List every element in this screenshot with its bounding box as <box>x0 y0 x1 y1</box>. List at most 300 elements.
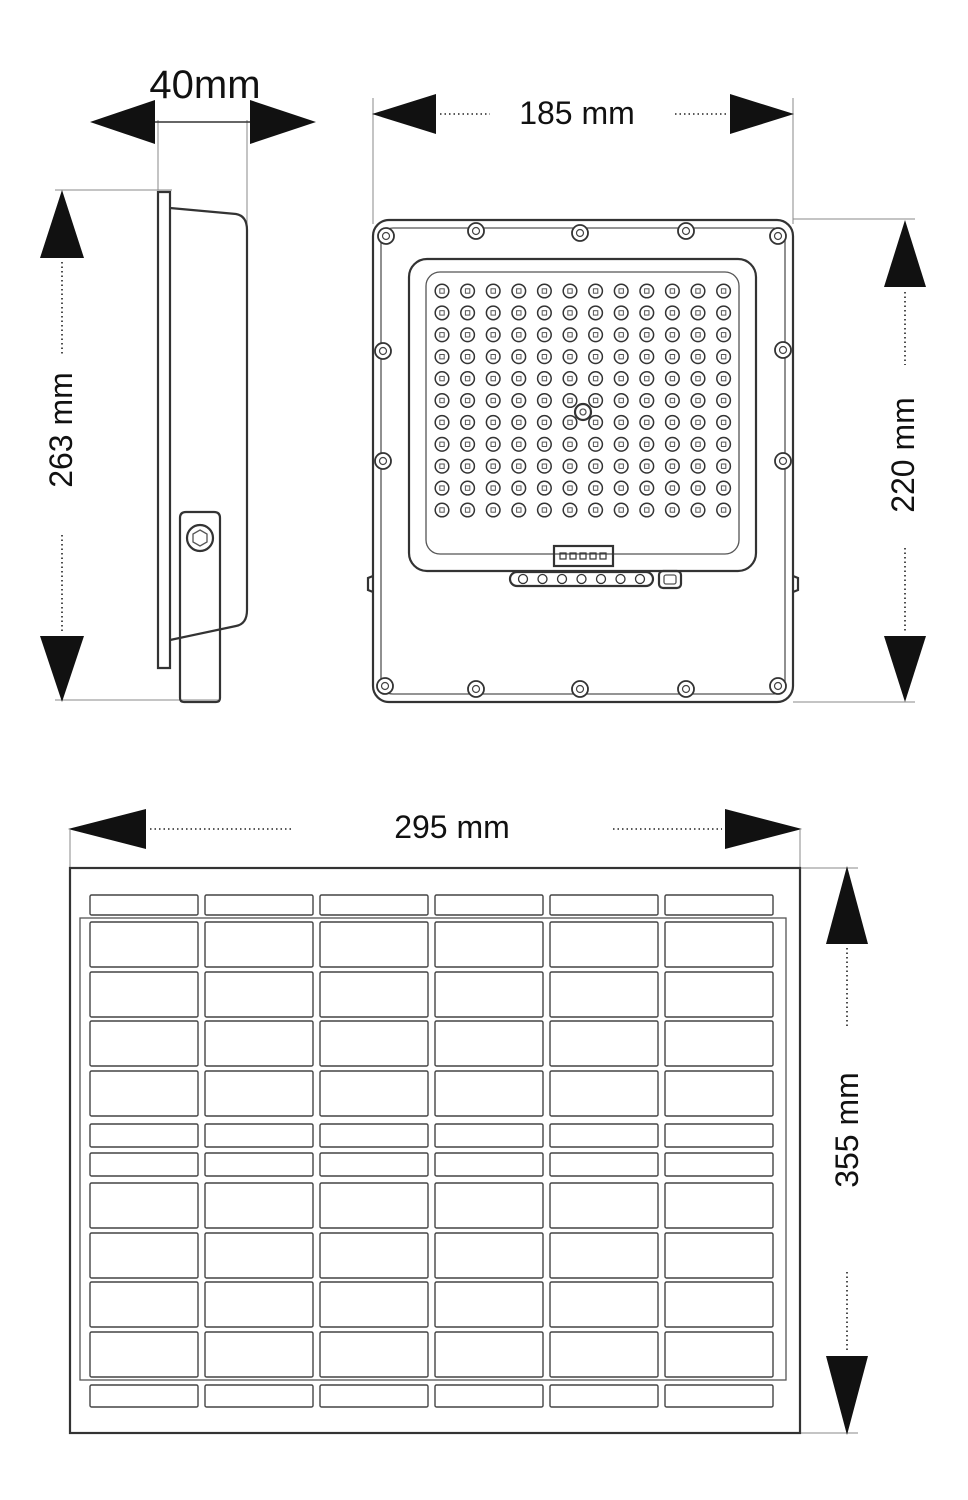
led <box>640 503 654 517</box>
led-chip <box>517 398 521 402</box>
led-chip <box>670 333 674 337</box>
led-chip <box>465 398 469 402</box>
led-chip <box>568 333 572 337</box>
led-chip <box>619 289 623 293</box>
led <box>538 306 552 320</box>
solar-cell <box>320 1124 428 1147</box>
solar-cell <box>320 1183 428 1228</box>
solar-cell <box>320 1282 428 1327</box>
led-chip <box>721 289 725 293</box>
solar-cell <box>665 895 773 915</box>
led-chip <box>517 464 521 468</box>
led <box>486 394 500 408</box>
led <box>589 284 603 298</box>
led <box>640 416 654 430</box>
led <box>435 306 449 320</box>
led <box>640 372 654 386</box>
solar-cell <box>90 1233 198 1278</box>
solar-cell <box>205 972 313 1017</box>
solar-cell <box>435 1385 543 1407</box>
led-chip <box>721 486 725 490</box>
led-chip <box>491 486 495 490</box>
led <box>614 459 628 473</box>
led <box>461 416 475 430</box>
led-chip <box>542 508 546 512</box>
solar-cell <box>320 1385 428 1407</box>
solar-cell <box>90 1071 198 1116</box>
led <box>640 438 654 452</box>
led-chip <box>542 486 546 490</box>
solar-cell <box>550 1183 658 1228</box>
solar-cell <box>550 1124 658 1147</box>
led-chip <box>542 420 546 424</box>
depth-dimension <box>90 63 316 144</box>
led-chip <box>517 289 521 293</box>
led <box>538 328 552 342</box>
led-chip <box>721 311 725 315</box>
led <box>640 481 654 495</box>
led <box>486 481 500 495</box>
led <box>563 328 577 342</box>
led-chip <box>568 420 572 424</box>
led-chip <box>721 442 725 446</box>
front-width-label: 185 mm <box>519 95 635 131</box>
led-chip <box>491 355 495 359</box>
led <box>435 503 449 517</box>
led-chip <box>568 289 572 293</box>
led <box>512 416 526 430</box>
screw-icon <box>775 342 791 358</box>
led <box>717 459 731 473</box>
panel-width-label: 295 mm <box>394 809 510 845</box>
led <box>589 459 603 473</box>
led-chip <box>440 442 444 446</box>
panel-width-dimension <box>68 809 802 849</box>
solar-cell <box>90 1385 198 1407</box>
led <box>435 350 449 364</box>
led-chip <box>721 508 725 512</box>
led <box>486 459 500 473</box>
screw-icon <box>468 223 484 239</box>
led <box>666 394 680 408</box>
led-chip <box>465 376 469 380</box>
led <box>512 328 526 342</box>
led <box>717 306 731 320</box>
led <box>486 328 500 342</box>
led <box>435 284 449 298</box>
led-chip <box>645 486 649 490</box>
solar-cell <box>435 1282 543 1327</box>
led-chip <box>670 376 674 380</box>
led-chip <box>440 486 444 490</box>
led-chip <box>465 289 469 293</box>
led <box>666 438 680 452</box>
led-chip <box>619 333 623 337</box>
led-chip <box>593 311 597 315</box>
led <box>461 438 475 452</box>
led <box>563 503 577 517</box>
led <box>717 328 731 342</box>
led <box>461 481 475 495</box>
led-chip <box>517 376 521 380</box>
solar-cell <box>550 1332 658 1377</box>
solar-cell <box>435 1153 543 1176</box>
solar-cell <box>320 1153 428 1176</box>
led-chip <box>491 311 495 315</box>
solar-cell <box>320 1021 428 1066</box>
led <box>461 350 475 364</box>
led <box>614 372 628 386</box>
led <box>717 372 731 386</box>
led-chip <box>440 398 444 402</box>
led <box>589 350 603 364</box>
led-chip <box>593 508 597 512</box>
solar-cell <box>205 1282 313 1327</box>
solar-cell <box>550 1385 658 1407</box>
solar-cell <box>435 1183 543 1228</box>
led <box>486 306 500 320</box>
solar-cell <box>205 1124 313 1147</box>
led-chip <box>491 289 495 293</box>
led-chip <box>517 442 521 446</box>
led-chip <box>542 376 546 380</box>
led-chip <box>619 398 623 402</box>
led <box>717 284 731 298</box>
led <box>435 481 449 495</box>
led <box>486 416 500 430</box>
led <box>589 438 603 452</box>
led-chip <box>670 464 674 468</box>
led-chip <box>593 420 597 424</box>
led-chip <box>517 420 521 424</box>
led-chip <box>593 398 597 402</box>
led-chip <box>593 464 597 468</box>
led-chip <box>619 355 623 359</box>
led <box>614 306 628 320</box>
led <box>512 438 526 452</box>
led <box>717 416 731 430</box>
led-chip <box>542 311 546 315</box>
led <box>512 372 526 386</box>
solar-cell <box>435 972 543 1017</box>
indicator-dot <box>519 575 528 584</box>
screw-icon <box>678 223 694 239</box>
led <box>563 306 577 320</box>
led-chip <box>568 398 572 402</box>
solar-cell <box>205 1385 313 1407</box>
solar-cell <box>320 1233 428 1278</box>
led-chip <box>542 289 546 293</box>
led <box>666 459 680 473</box>
led-chip <box>619 486 623 490</box>
led <box>640 394 654 408</box>
led-chip <box>645 289 649 293</box>
solar-cell <box>205 1153 313 1176</box>
led-chip <box>619 508 623 512</box>
solar-cell <box>665 1282 773 1327</box>
led <box>538 372 552 386</box>
led-chip <box>721 333 725 337</box>
front-width-dimension <box>372 94 794 134</box>
led <box>717 350 731 364</box>
led <box>563 284 577 298</box>
led-chip <box>593 486 597 490</box>
solar-cell <box>320 922 428 967</box>
led-chip <box>696 376 700 380</box>
solar-cell <box>435 1071 543 1116</box>
led <box>538 503 552 517</box>
side-height-dimension <box>40 190 84 702</box>
led-chip <box>491 464 495 468</box>
solar-cell <box>90 895 198 915</box>
led-chip <box>696 464 700 468</box>
led-chip <box>517 311 521 315</box>
led <box>666 481 680 495</box>
solar-cell <box>205 895 313 915</box>
led <box>512 481 526 495</box>
led-chip <box>568 486 572 490</box>
led-chip <box>593 333 597 337</box>
led-chip <box>619 420 623 424</box>
led <box>614 284 628 298</box>
led <box>589 481 603 495</box>
led-chip <box>721 464 725 468</box>
led <box>538 438 552 452</box>
solar-cell <box>320 1071 428 1116</box>
led <box>538 481 552 495</box>
led <box>563 416 577 430</box>
led <box>538 416 552 430</box>
solar-cell <box>665 922 773 967</box>
solar-cell <box>320 972 428 1017</box>
led-chip <box>465 311 469 315</box>
led <box>640 328 654 342</box>
led-chip <box>721 398 725 402</box>
led <box>589 372 603 386</box>
solar-cell <box>550 895 658 915</box>
solar-cell <box>205 1332 313 1377</box>
led <box>512 306 526 320</box>
led-chip <box>440 464 444 468</box>
solar-cell <box>90 1183 198 1228</box>
led-chip <box>670 442 674 446</box>
led <box>563 459 577 473</box>
led <box>589 328 603 342</box>
solar-cell <box>665 1071 773 1116</box>
led-chip <box>568 464 572 468</box>
led-chip <box>593 442 597 446</box>
led-chip <box>440 311 444 315</box>
solar-cell <box>550 1021 658 1066</box>
led <box>461 503 475 517</box>
led-chip <box>491 420 495 424</box>
led <box>486 350 500 364</box>
led <box>614 416 628 430</box>
led <box>435 372 449 386</box>
screw-icon <box>678 681 694 697</box>
led <box>486 284 500 298</box>
screw-icon <box>572 225 588 241</box>
led <box>563 350 577 364</box>
solar-cell <box>90 922 198 967</box>
led-chip <box>619 464 623 468</box>
panel-height-label: 355 mm <box>829 1072 865 1188</box>
led <box>461 459 475 473</box>
led <box>691 481 705 495</box>
solar-cell <box>550 1071 658 1116</box>
screw-icon <box>378 228 394 244</box>
front-height-label: 220 mm <box>885 397 921 513</box>
led <box>640 306 654 320</box>
led-chip <box>517 508 521 512</box>
led-chip <box>696 508 700 512</box>
led <box>461 394 475 408</box>
led <box>691 284 705 298</box>
led <box>640 459 654 473</box>
solar-cell <box>435 1124 543 1147</box>
led-chip <box>517 355 521 359</box>
led-chip <box>491 376 495 380</box>
led-chip <box>465 464 469 468</box>
solar-cell <box>665 1183 773 1228</box>
led <box>666 416 680 430</box>
front-view <box>368 98 915 702</box>
led-chip <box>619 311 623 315</box>
led-chip <box>619 376 623 380</box>
solar-cell <box>90 1021 198 1066</box>
solar-cell <box>320 1332 428 1377</box>
led-chip <box>440 420 444 424</box>
led <box>435 459 449 473</box>
led <box>486 438 500 452</box>
led-chip <box>465 420 469 424</box>
led <box>691 350 705 364</box>
indicator-dot <box>636 575 645 584</box>
led-chip <box>517 486 521 490</box>
solar-cell <box>90 1124 198 1147</box>
screw-icon <box>775 453 791 469</box>
led-chip <box>440 333 444 337</box>
led-chip <box>542 464 546 468</box>
led <box>538 394 552 408</box>
led-chip <box>491 333 495 337</box>
led-chip <box>568 355 572 359</box>
led-chip <box>465 486 469 490</box>
solar-cell <box>90 1332 198 1377</box>
led <box>717 394 731 408</box>
indicator-dot <box>616 575 625 584</box>
led-chip <box>670 311 674 315</box>
solar-cell <box>205 1071 313 1116</box>
led <box>666 372 680 386</box>
led-chip <box>465 333 469 337</box>
led-chip <box>568 508 572 512</box>
led <box>512 350 526 364</box>
led-chip <box>670 355 674 359</box>
solar-cell <box>665 1385 773 1407</box>
solar-cell <box>90 1153 198 1176</box>
screws <box>375 223 791 697</box>
led-chip <box>465 508 469 512</box>
led-chip <box>645 333 649 337</box>
led <box>461 306 475 320</box>
led <box>717 503 731 517</box>
screw-icon <box>375 343 391 359</box>
solar-cell <box>205 1233 313 1278</box>
led <box>717 481 731 495</box>
solar-cell <box>550 1153 658 1176</box>
solar-cell <box>205 1183 313 1228</box>
screw-icon <box>770 228 786 244</box>
led <box>666 284 680 298</box>
led-chip <box>593 289 597 293</box>
led <box>589 394 603 408</box>
led <box>614 350 628 364</box>
indicator-dot <box>577 575 586 584</box>
indicator-dots <box>519 575 645 584</box>
led <box>538 284 552 298</box>
led-chip <box>568 311 572 315</box>
solar-cell <box>435 922 543 967</box>
led-chip <box>696 442 700 446</box>
solar-cell <box>90 972 198 1017</box>
solar-cell <box>435 1332 543 1377</box>
led <box>435 394 449 408</box>
led <box>461 284 475 298</box>
led <box>512 503 526 517</box>
solar-cell <box>665 1021 773 1066</box>
led <box>691 394 705 408</box>
led <box>666 328 680 342</box>
led-chip <box>542 442 546 446</box>
led-chip <box>491 398 495 402</box>
solar-cell <box>550 1233 658 1278</box>
led-chip <box>593 376 597 380</box>
led-chip <box>645 311 649 315</box>
led <box>512 459 526 473</box>
front-height-dimension <box>884 220 926 702</box>
screw-icon <box>770 678 786 694</box>
panel-height-dimension <box>826 866 868 1435</box>
led-chip <box>542 333 546 337</box>
led <box>538 350 552 364</box>
solar-cell <box>205 1021 313 1066</box>
led-chip <box>696 355 700 359</box>
led <box>666 503 680 517</box>
led <box>691 459 705 473</box>
led-chip <box>491 442 495 446</box>
led-chip <box>696 289 700 293</box>
led <box>512 394 526 408</box>
solar-cell <box>665 1233 773 1278</box>
led-chip <box>721 420 725 424</box>
led <box>435 416 449 430</box>
led <box>614 328 628 342</box>
solar-panel <box>70 830 858 1433</box>
led <box>589 416 603 430</box>
led <box>563 394 577 408</box>
led <box>691 328 705 342</box>
led <box>486 372 500 386</box>
led-chip <box>645 442 649 446</box>
solar-cell <box>550 922 658 967</box>
led-chip <box>619 442 623 446</box>
led-chip <box>440 376 444 380</box>
led <box>614 438 628 452</box>
led <box>666 350 680 364</box>
led-chip <box>696 398 700 402</box>
led-chip <box>670 398 674 402</box>
